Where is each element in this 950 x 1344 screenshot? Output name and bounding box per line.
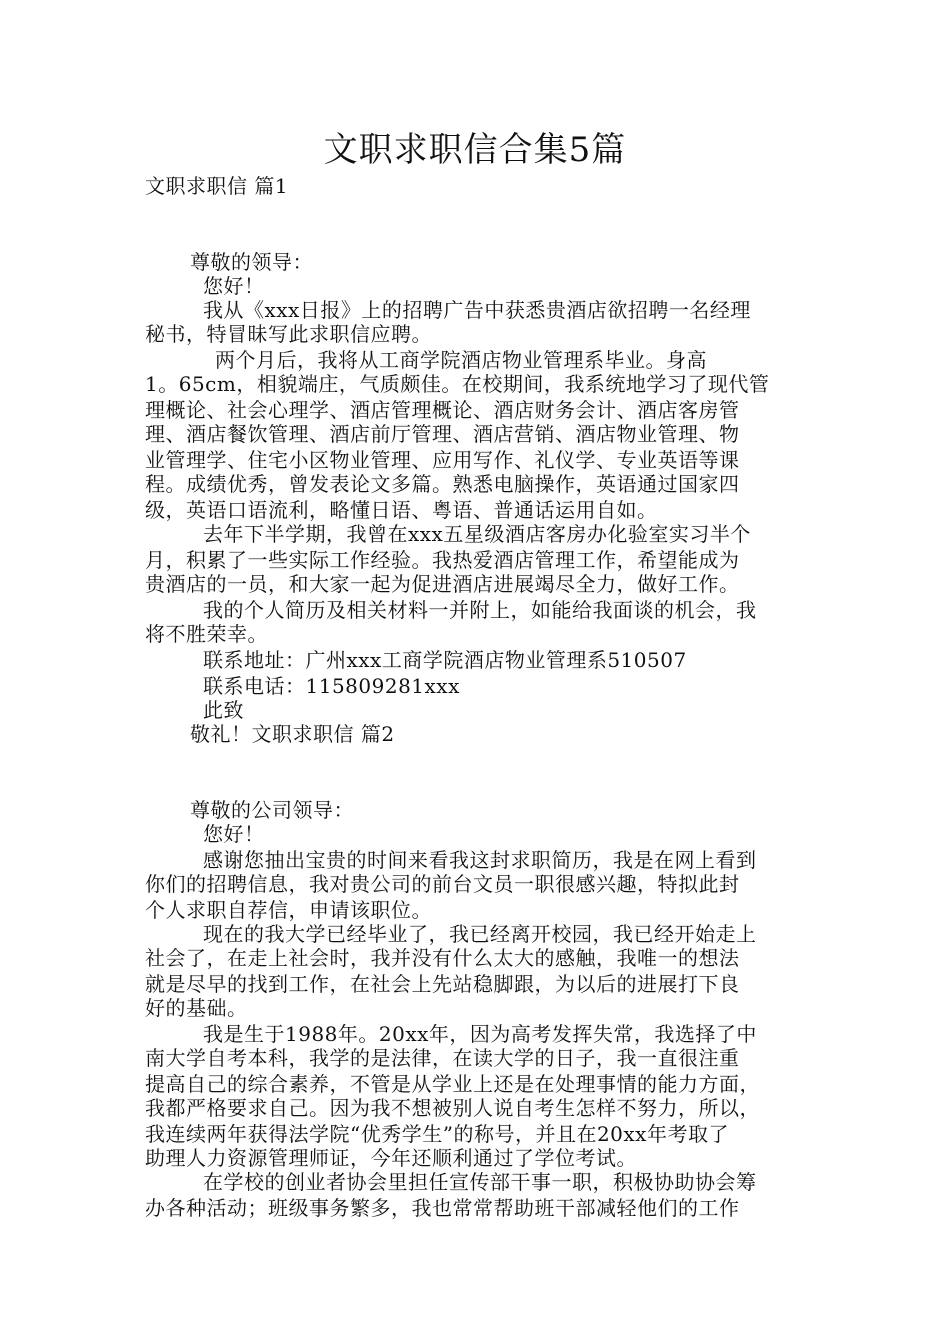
paragraph-line: 个人求职自荐信，申请该职位。 [145,898,432,922]
paragraph-line: 我是生于1988年。20xx年，因为高考发挥失常，我选择了中 [203,1022,757,1046]
paragraph-line: 办各种活动；班级事务繁多，我也常常帮助班干部减轻他们的工作 [145,1196,740,1220]
paragraph-line: 两个月后，我将从工商学院酒店物业管理系毕业。身高 [215,348,707,372]
paragraph-line: 助理人力资源管理师证，今年还顺利通过了学位考试。 [145,1146,637,1170]
greeting-2: 您好！ [203,822,265,846]
paragraph-line: 感谢您抽出宝贵的时间来看我这封求职简历，我是在网上看到 [203,848,757,872]
contact-address: 联系地址：广州xxx工商学院酒店物业管理系510507 [203,648,687,672]
paragraph-line: 秘书，特冒昧写此求职信应聘。 [145,322,432,346]
paragraph-line: 理概论、社会心理学、酒店管理概论、酒店财务会计、酒店客房管 [145,398,740,422]
paragraph-line: 级，英语口语流利，略懂日语、粤语、普通话运用自如。 [145,498,658,522]
paragraph-line: 我的个人简历及相关材料一并附上，如能给我面谈的机会，我 [203,598,757,622]
paragraph-line: 就是尽早的找到工作，在社会上先站稳脚跟，为以后的进展打下良 [145,972,740,996]
document-title: 文职求职信合集5篇 [323,130,627,170]
paragraph-line: 我从《xxx日报》上的招聘广告中获悉贵酒店欲招聘一名经理 [203,298,751,322]
section-heading-2: 敬礼！文职求职信 篇2 [190,722,395,746]
paragraph-line: 贵酒店的一员，和大家一起为促进酒店进展竭尽全力，做好工作。 [145,572,740,596]
salutation-2: 尊敬的公司领导： [190,798,354,822]
paragraph-line: 现在的我大学已经毕业了，我已经离开校园，我已经开始走上 [203,922,757,946]
paragraph-line: 我连续两年获得法学院“优秀学生”的称号，并且在20xx年考取了 [145,1122,729,1146]
contact-phone: 联系电话：115809281xxx [203,674,460,698]
paragraph-line: 将不胜荣幸。 [145,622,268,646]
salutation-1: 尊敬的领导： [190,250,313,274]
paragraph-line: 社会了，在走上社会时，我并没有什么太大的感触，我唯一的想法 [145,946,740,970]
paragraph-line: 提高自己的综合素养，不管是从学业上还是在处理事情的能力方面， [145,1072,760,1096]
paragraph-line: 好的基础。 [145,996,248,1020]
section-heading-1: 文职求职信 篇1 [145,174,289,198]
paragraph-line: 你们的招聘信息，我对贵公司的前台文员一职很感兴趣，特拟此封 [145,872,740,896]
paragraph-line: 南大学自考本科，我学的是法律，在读大学的日子，我一直很注重 [145,1046,740,1070]
paragraph-line: 理、酒店餐饮管理、酒店前厅管理、酒店营销、酒店物业管理、物 [145,422,740,446]
closing-line: 此致 [203,698,244,722]
paragraph-line: 我都严格要求自己。因为我不想被别人说自考生怎样不努力，所以， [145,1096,760,1120]
paragraph-line: 月，积累了一些实际工作经验。我热爱酒店管理工作，希望能成为 [145,548,740,572]
paragraph-line: 在学校的创业者协会里担任宣传部干事一职，积极协助协会筹 [203,1170,757,1194]
greeting-1: 您好！ [203,274,265,298]
paragraph-line: 业管理学、住宅小区物业管理、应用写作、礼仪学、专业英语等课 [145,448,740,472]
paragraph-line: 1。65cm，相貌端庄，气质颇佳。在校期间，我系统地学习了现代管 [145,372,770,396]
paragraph-line: 程。成绩优秀，曾发表论文多篇。熟悉电脑操作，英语通过国家四 [145,472,740,496]
paragraph-line: 去年下半学期，我曾在xxx五星级酒店客房办化验室实习半个 [203,522,751,546]
